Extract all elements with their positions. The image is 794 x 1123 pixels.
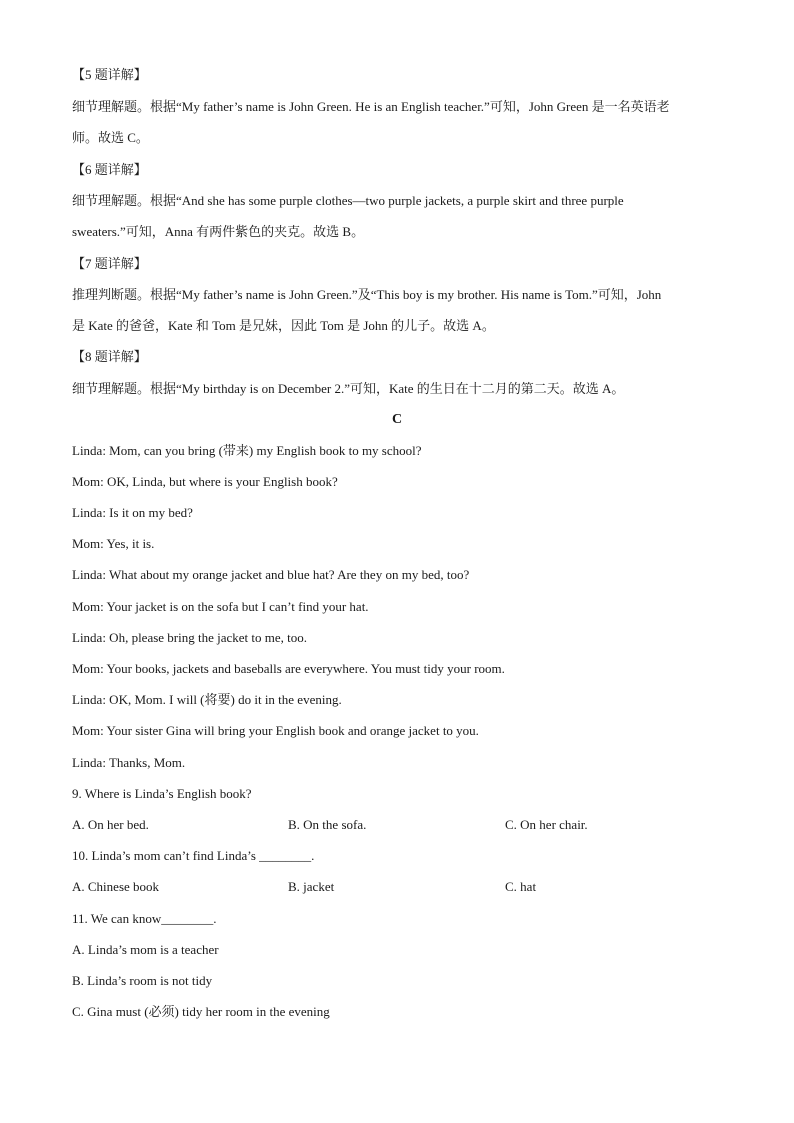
dialogue-line: Linda: Is it on my bed? [72, 505, 193, 520]
question-9-option-a: A. On her bed. [72, 817, 149, 832]
dialogue-line: Mom: Your sister Gina will bring your English book and orange jacket to you. [72, 723, 479, 738]
question-9-stem: 9. Where is Linda’s English book? [72, 786, 252, 801]
dialogue-line: Mom: Your books, jackets and baseballs are everywhere. You must tidy your room. [72, 661, 505, 676]
section-title: C [391, 412, 403, 427]
dialogue-line: Linda: Thanks, Mom. [72, 755, 186, 770]
dialogue-line: Linda: Mom, can you bring (带来) my English book to my school? [72, 443, 422, 458]
dialogue-line: Mom: Yes, it is. [72, 536, 155, 551]
explanation-5-line-2: 师。故选 C。 [72, 130, 149, 145]
question-10-option-b: B. jacket [288, 879, 335, 894]
explanation-7-line-1: 推理判断题。根据“My father’s name is John Green.”及“This boy is my brother. His name is Tom.”可知，John [72, 287, 662, 302]
explanation-7-header: 【7 题详解】 [72, 256, 147, 271]
question-9-option-c: C. On her chair. [505, 817, 588, 832]
dialogue-line: Linda: OK, Mom. I will (将要) do it in the evening. [72, 692, 342, 707]
question-11-option-a: A. Linda’s mom is a teacher [72, 942, 219, 957]
dialogue-line: Linda: What about my orange jacket and blue hat? Are they on my bed, too? [72, 567, 470, 582]
question-10-stem: 10. Linda’s mom can’t find Linda’s ________. [72, 848, 315, 863]
question-11-option-b: B. Linda’s room is not tidy [72, 973, 213, 988]
explanation-6-line-2: sweaters.”可知，Anna 有两件紫色的夹克。故选 B。 [72, 224, 365, 239]
explanation-8-line-1: 细节理解题。根据“My birthday is on December 2.”可知，Kate 的生日在十二月的第二天。故选 A。 [72, 381, 625, 396]
explanation-5-line-1: 细节理解题。根据“My father’s name is John Green. He is an English teacher.”可知，John Green 是一名英语老 [72, 99, 670, 114]
dialogue-line: Mom: Your jacket is on the sofa but I can’t find your hat. [72, 599, 369, 614]
question-11-option-c: C. Gina must (必须) tidy her room in the evening [72, 1004, 330, 1019]
question-11-stem: 11. We can know________. [72, 911, 217, 926]
dialogue-line: Linda: Oh, please bring the jacket to me, too. [72, 630, 308, 645]
explanation-5-header: 【5 题详解】 [72, 67, 147, 82]
explanation-6-header: 【6 题详解】 [72, 162, 147, 177]
explanation-6-line-1: 细节理解题。根据“And she has some purple clothes—two purple jackets, a purple skirt and three purple [72, 193, 624, 208]
explanation-8-header: 【8 题详解】 [72, 349, 147, 364]
question-10-option-a: A. Chinese book [72, 879, 160, 894]
dialogue-line: Mom: OK, Linda, but where is your English book? [72, 474, 338, 489]
question-10-option-c: C. hat [505, 879, 537, 894]
explanation-7-line-2: 是 Kate 的爸爸，Kate 和 Tom 是兄妹，因此 Tom 是 John 的儿子。故选 A。 [72, 318, 495, 333]
question-9-option-b: B. On the sofa. [288, 817, 367, 832]
